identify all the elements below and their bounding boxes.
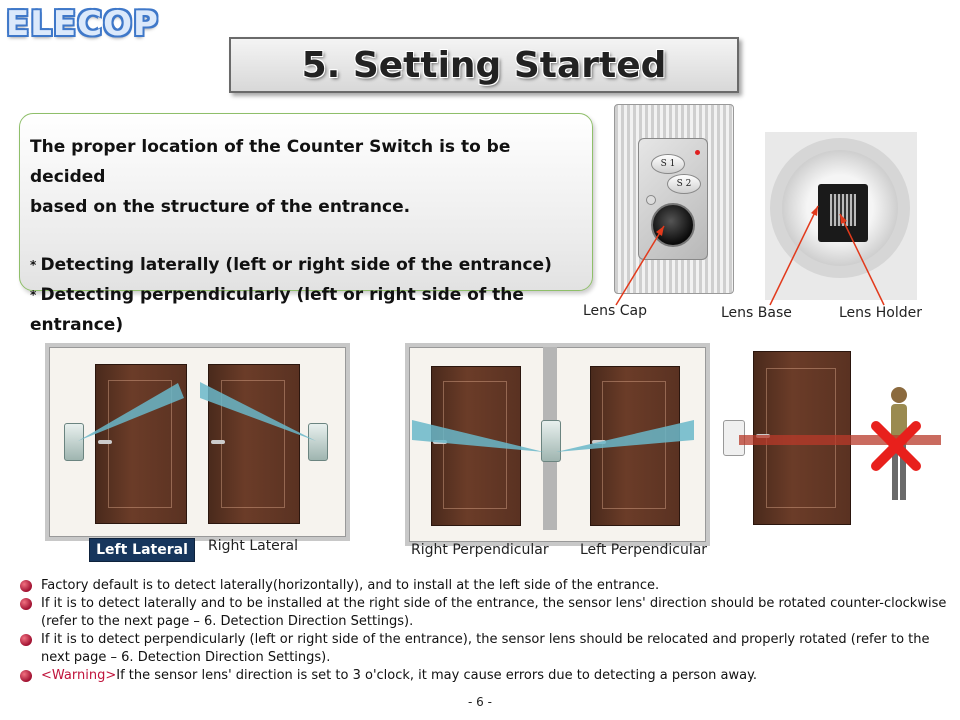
right-perpendicular-label: Right Perpendicular	[411, 542, 549, 558]
right-lateral-label: Right Lateral	[208, 538, 299, 554]
page-number: - 6 -	[468, 695, 492, 709]
intro-line-2: based on the structure of the entrance.	[30, 197, 411, 217]
bullet-icon	[20, 598, 32, 610]
bullet-icon	[20, 670, 32, 682]
left-perpendicular-label: Left Perpendicular	[580, 542, 708, 558]
note-lateral-right: If it is to detect laterally and to be installed at the right side of the entrance, the sensor lens' direction should be rotated counter-clockwise (refer to the next page – 6. Detection Direction Settings).	[18, 595, 948, 631]
lens-base-label: Lens Base	[721, 305, 792, 321]
intro-bullet-perpendicular: * Detecting perpendicularly (left or right side of the entrance)	[30, 280, 582, 340]
intro-bullet-lateral: * Detecting laterally (left or right side of the entrance)	[30, 250, 582, 280]
note-perpendicular: If it is to detect perpendicularly (left or right side of the entrance), the sensor lens should be relocated and properly rotated (refer to the next page – 6. Detection Direction Settings).	[18, 631, 948, 667]
note-warning: <Warning>If the sensor lens' direction is set to 3 o'clock, it may cause errors due to detecting a person away.	[18, 667, 948, 685]
bullet-icon	[20, 580, 32, 592]
s2-button: S 2	[667, 174, 701, 194]
lens-holder-label: Lens Holder	[839, 305, 923, 321]
warning-tag: <Warning>	[41, 668, 117, 683]
notes-list	[18, 577, 948, 685]
left-lateral-label: Left Lateral	[89, 538, 195, 562]
elecop-logo: ELECOP	[6, 4, 159, 44]
cross-icon	[873, 421, 921, 471]
s1-button: S 1	[651, 154, 685, 174]
lens-cap-label: Lens Cap	[583, 303, 648, 319]
note-factory-default: Factory default is to detect laterally(horizontally), and to install at the left side of the entrance.	[18, 577, 948, 595]
intro-line-1: The proper location of the Counter Switch is to be decided	[30, 137, 511, 187]
page-title: 5. Setting Started	[301, 44, 667, 86]
bullet-icon	[20, 634, 32, 646]
